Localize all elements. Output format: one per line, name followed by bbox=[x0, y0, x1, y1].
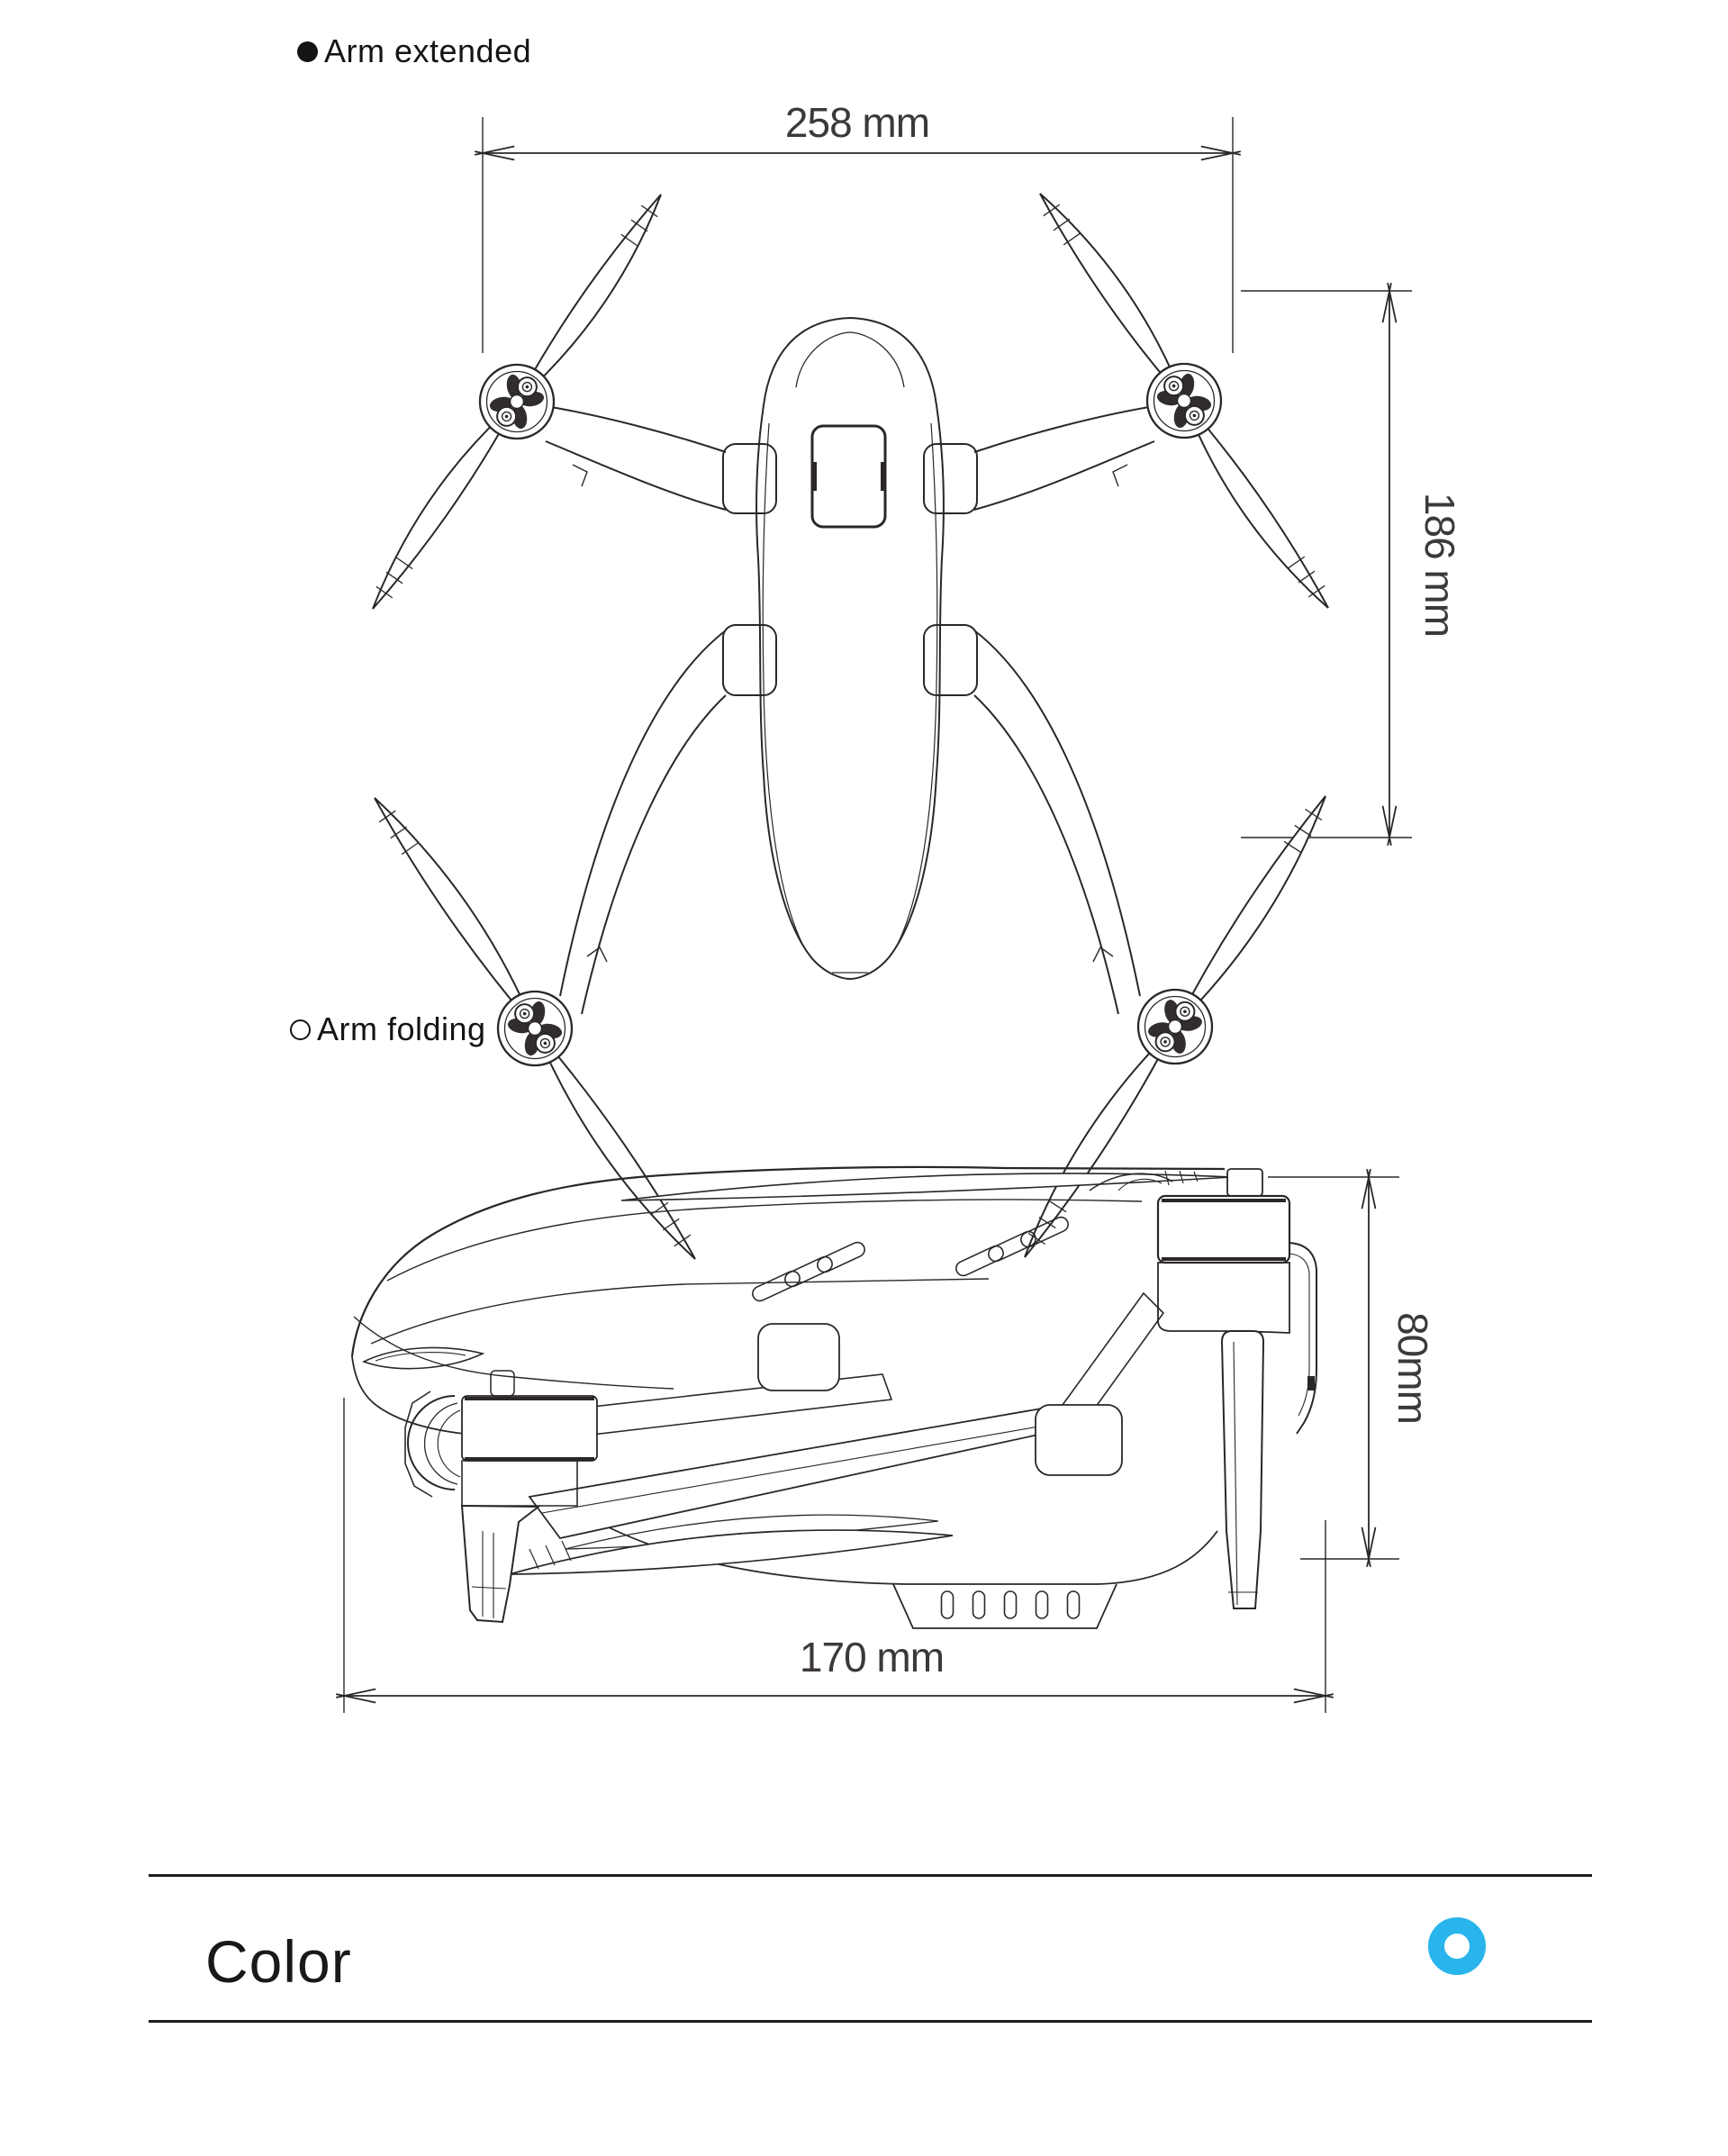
arm-extended-diagram bbox=[324, 54, 1477, 1261]
arm-extended-label-text: Arm extended bbox=[324, 32, 532, 69]
side-width-dimension: 170 mm bbox=[799, 1634, 945, 1680]
top-width-dimension: 258 mm bbox=[784, 99, 930, 146]
divider-bottom bbox=[149, 2020, 1592, 2023]
top-height-dimension: 186 mm bbox=[1416, 492, 1463, 638]
drone-top-view-art bbox=[546, 318, 1154, 1014]
color-swatch-blue[interactable] bbox=[1428, 1917, 1486, 1975]
drone-side-view-art bbox=[352, 1167, 1316, 1628]
divider-top bbox=[149, 1874, 1592, 1877]
color-section-title: Color bbox=[205, 1928, 352, 1995]
blue-ring-icon bbox=[1436, 1925, 1478, 1967]
arm-folding-label bbox=[290, 1010, 486, 1048]
side-height-dimension: 80mm bbox=[1389, 1312, 1436, 1424]
arm-folding-label-text: Arm folding bbox=[317, 1010, 486, 1047]
open-circle-icon bbox=[290, 1019, 311, 1040]
filled-circle-icon bbox=[297, 41, 318, 62]
arm-folding-diagram bbox=[324, 1144, 1477, 1774]
